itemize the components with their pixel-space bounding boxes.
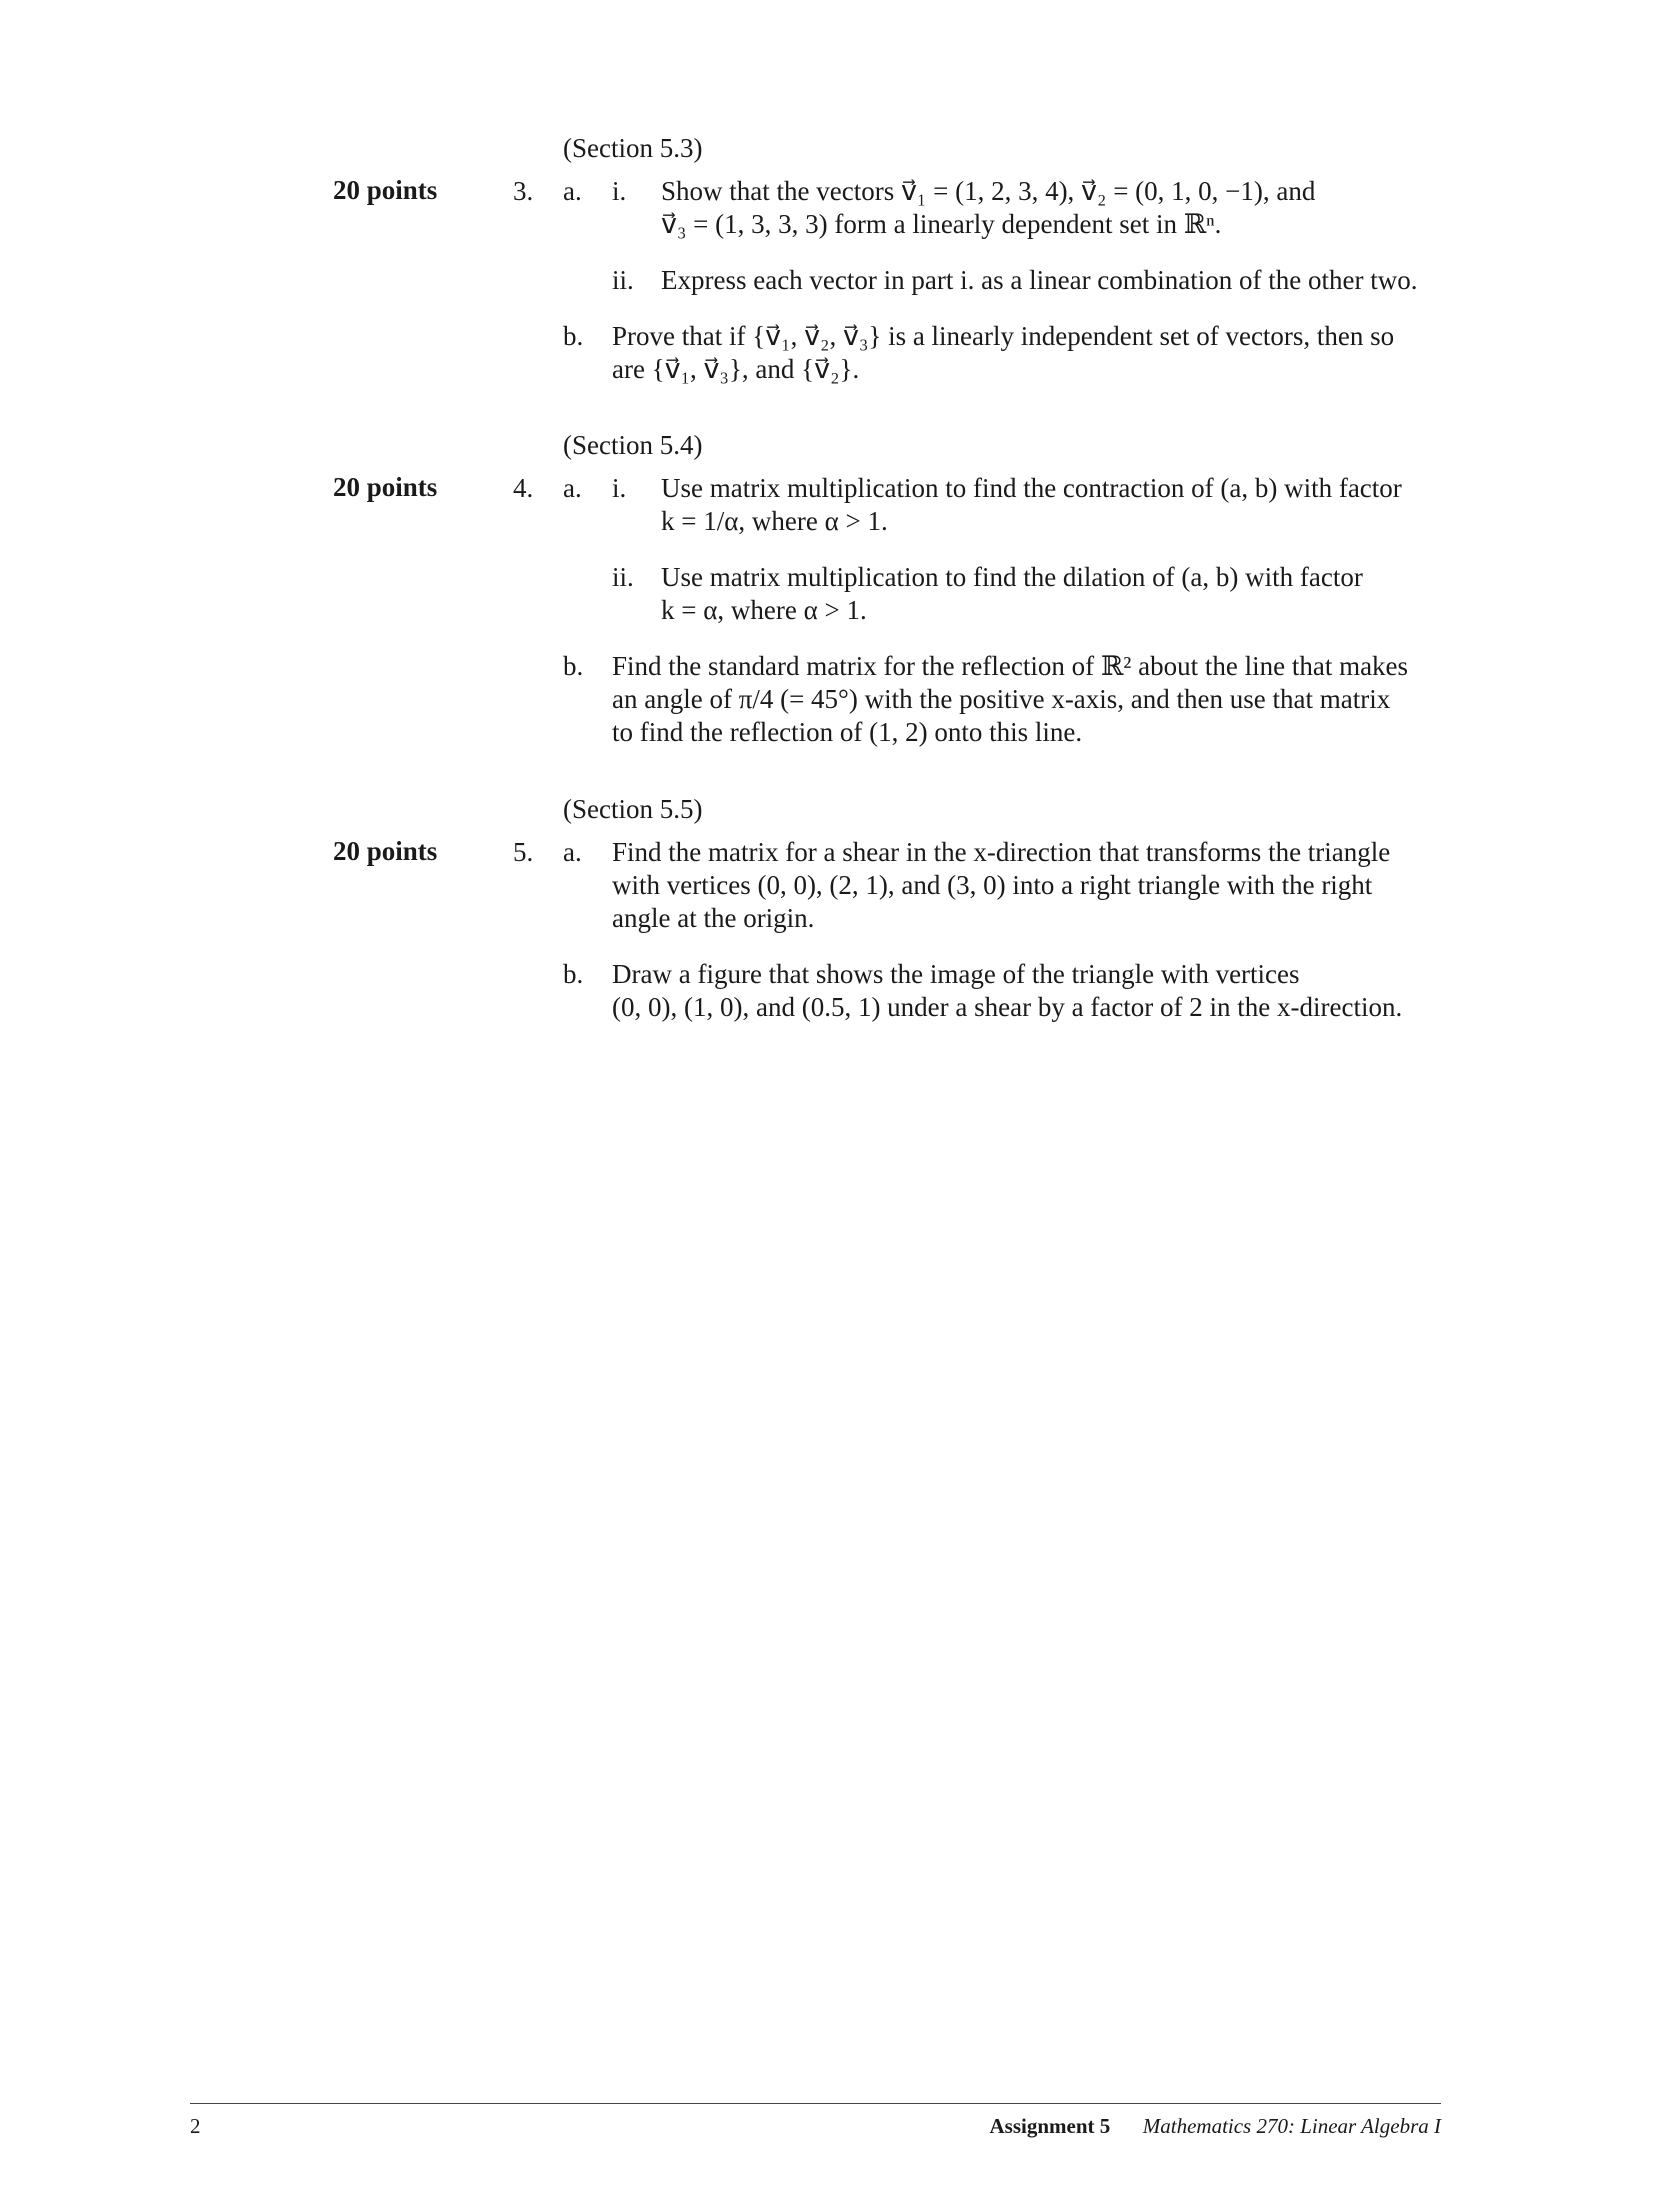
question-text-line: v⃗₃ = (1, 3, 3, 3) form a linearly dependent set in ℝⁿ. bbox=[661, 209, 1222, 239]
question-text-line: are {v⃗₁, v⃗₃}, and {v⃗₂}. bbox=[612, 354, 860, 384]
question-text-line: Draw a figure that shows the image of the triangle with vertices bbox=[612, 959, 1300, 989]
question-text-line: Find the standard matrix for the reflection of ℝ² about the line that makes bbox=[612, 651, 1409, 681]
page-number: 2 bbox=[190, 2114, 201, 2138]
footer-course: Mathematics 270: Linear Algebra I bbox=[1142, 2114, 1441, 2138]
subpart-label: i. bbox=[612, 176, 627, 206]
question-text-line: Use matrix multiplication to find the contraction of (a, b) with factor bbox=[661, 473, 1402, 503]
question-text-line: angle at the origin. bbox=[612, 903, 815, 933]
question-text-line: k = α, where α > 1. bbox=[661, 595, 867, 625]
subpart-label: ii. bbox=[612, 562, 634, 592]
question-text-line: Use matrix multiplication to find the dilation of (a, b) with factor bbox=[661, 562, 1363, 592]
section-heading: (Section 5.5) bbox=[563, 794, 703, 824]
section-heading: (Section 5.4) bbox=[563, 430, 703, 460]
question-number: 3. bbox=[513, 176, 534, 206]
part-label: b. bbox=[563, 959, 584, 989]
subpart-label: i. bbox=[612, 473, 627, 503]
question-text-line: an angle of π/4 (= 45°) with the positive x-axis, and then use that matrix bbox=[612, 684, 1391, 714]
part-label: b. bbox=[563, 651, 584, 681]
part-label: a. bbox=[563, 176, 582, 206]
footer-assignment: Assignment 5 bbox=[989, 2114, 1111, 2138]
footer-divider bbox=[190, 2103, 1441, 2104]
subpart-label: ii. bbox=[612, 265, 634, 295]
footer-text bbox=[989, 2114, 1441, 2139]
question-text-line: to find the reflection of (1, 2) onto this line. bbox=[612, 717, 1083, 747]
question-number: 5. bbox=[513, 837, 534, 867]
part-label: a. bbox=[563, 837, 582, 867]
question-text-line: Show that the vectors v⃗₁ = (1, 2, 3, 4), v⃗₂ = (0, 1, 0, −1), and bbox=[661, 176, 1316, 206]
question-text-line: Prove that if {v⃗₁, v⃗₂, v⃗₃} is a linearly independent set of vectors, then so bbox=[612, 321, 1395, 351]
question-text-line: (0, 0), (1, 0), and (0.5, 1) under a shear by a factor of 2 in the x-direction. bbox=[612, 992, 1403, 1022]
question-text-line: Find the matrix for a shear in the x-direction that transforms the triangle bbox=[612, 837, 1391, 867]
question-text-line: k = 1/α, where α > 1. bbox=[661, 506, 888, 536]
part-label: b. bbox=[563, 321, 584, 351]
points-label: 20 points bbox=[333, 836, 438, 866]
question-number: 4. bbox=[513, 473, 534, 503]
question-text-line: Express each vector in part i. as a linear combination of the other two. bbox=[661, 265, 1418, 295]
part-label: a. bbox=[563, 473, 582, 503]
section-heading: (Section 5.3) bbox=[563, 133, 703, 163]
question-text-line: with vertices (0, 0), (2, 1), and (3, 0) into a right triangle with the right bbox=[612, 870, 1373, 900]
points-label: 20 points bbox=[333, 472, 438, 502]
points-label: 20 points bbox=[333, 175, 438, 205]
